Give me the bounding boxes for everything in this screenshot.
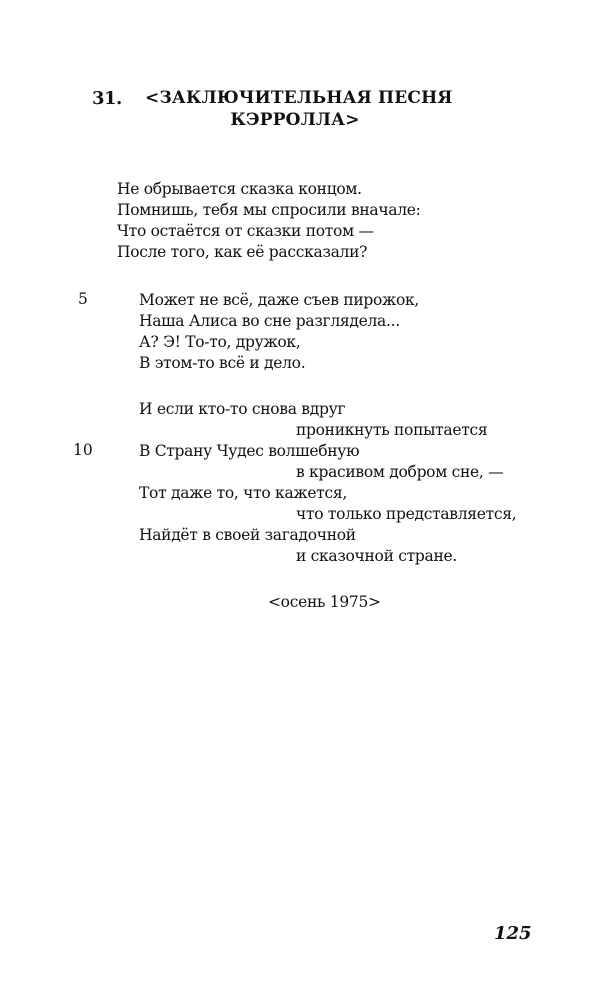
verse-line-indented: что только представляется, [296, 505, 517, 523]
poem-title-line-1: <ЗАКЛЮЧИТЕЛЬНАЯ ПЕСНЯ [145, 88, 453, 108]
verse-line: Что остаётся от сказки потом — [117, 222, 374, 240]
poem-title-line-2: КЭРРОЛЛА> [230, 110, 360, 130]
verse-line: Найдёт в своей загадочной [139, 526, 356, 544]
verse-line-indented: в красивом добром сне, — [296, 463, 504, 481]
verse-line-indented: и сказочной стране. [296, 547, 457, 565]
verse-line-indented: проникнуть попытается [296, 421, 488, 439]
verse-line: И если кто-то снова вдруг [139, 400, 346, 418]
verse-line: Может не всё, даже съев пирожок, [139, 291, 420, 309]
line-number-10: 10 [73, 441, 93, 459]
verse-line: В этом-то всё и дело. [139, 354, 306, 372]
verse-line: Помнишь, тебя мы спросили вначале: [117, 201, 421, 219]
verse-line: Не обрывается сказка концом. [117, 180, 362, 198]
verse-line: В Страну Чудес волшебную [139, 442, 360, 460]
verse-line: Тот даже то, что кажется, [139, 484, 347, 502]
verse-line: После того, как её рассказали? [117, 243, 368, 261]
poem-date: <осень 1975> [268, 593, 381, 611]
poem-number: 31. [92, 88, 122, 109]
line-number-5: 5 [78, 290, 88, 308]
verse-line: А? Э! То-то, дружок, [139, 333, 301, 351]
page-number: 125 [494, 923, 532, 944]
verse-line: Наша Алиса во сне разглядела... [139, 312, 400, 330]
